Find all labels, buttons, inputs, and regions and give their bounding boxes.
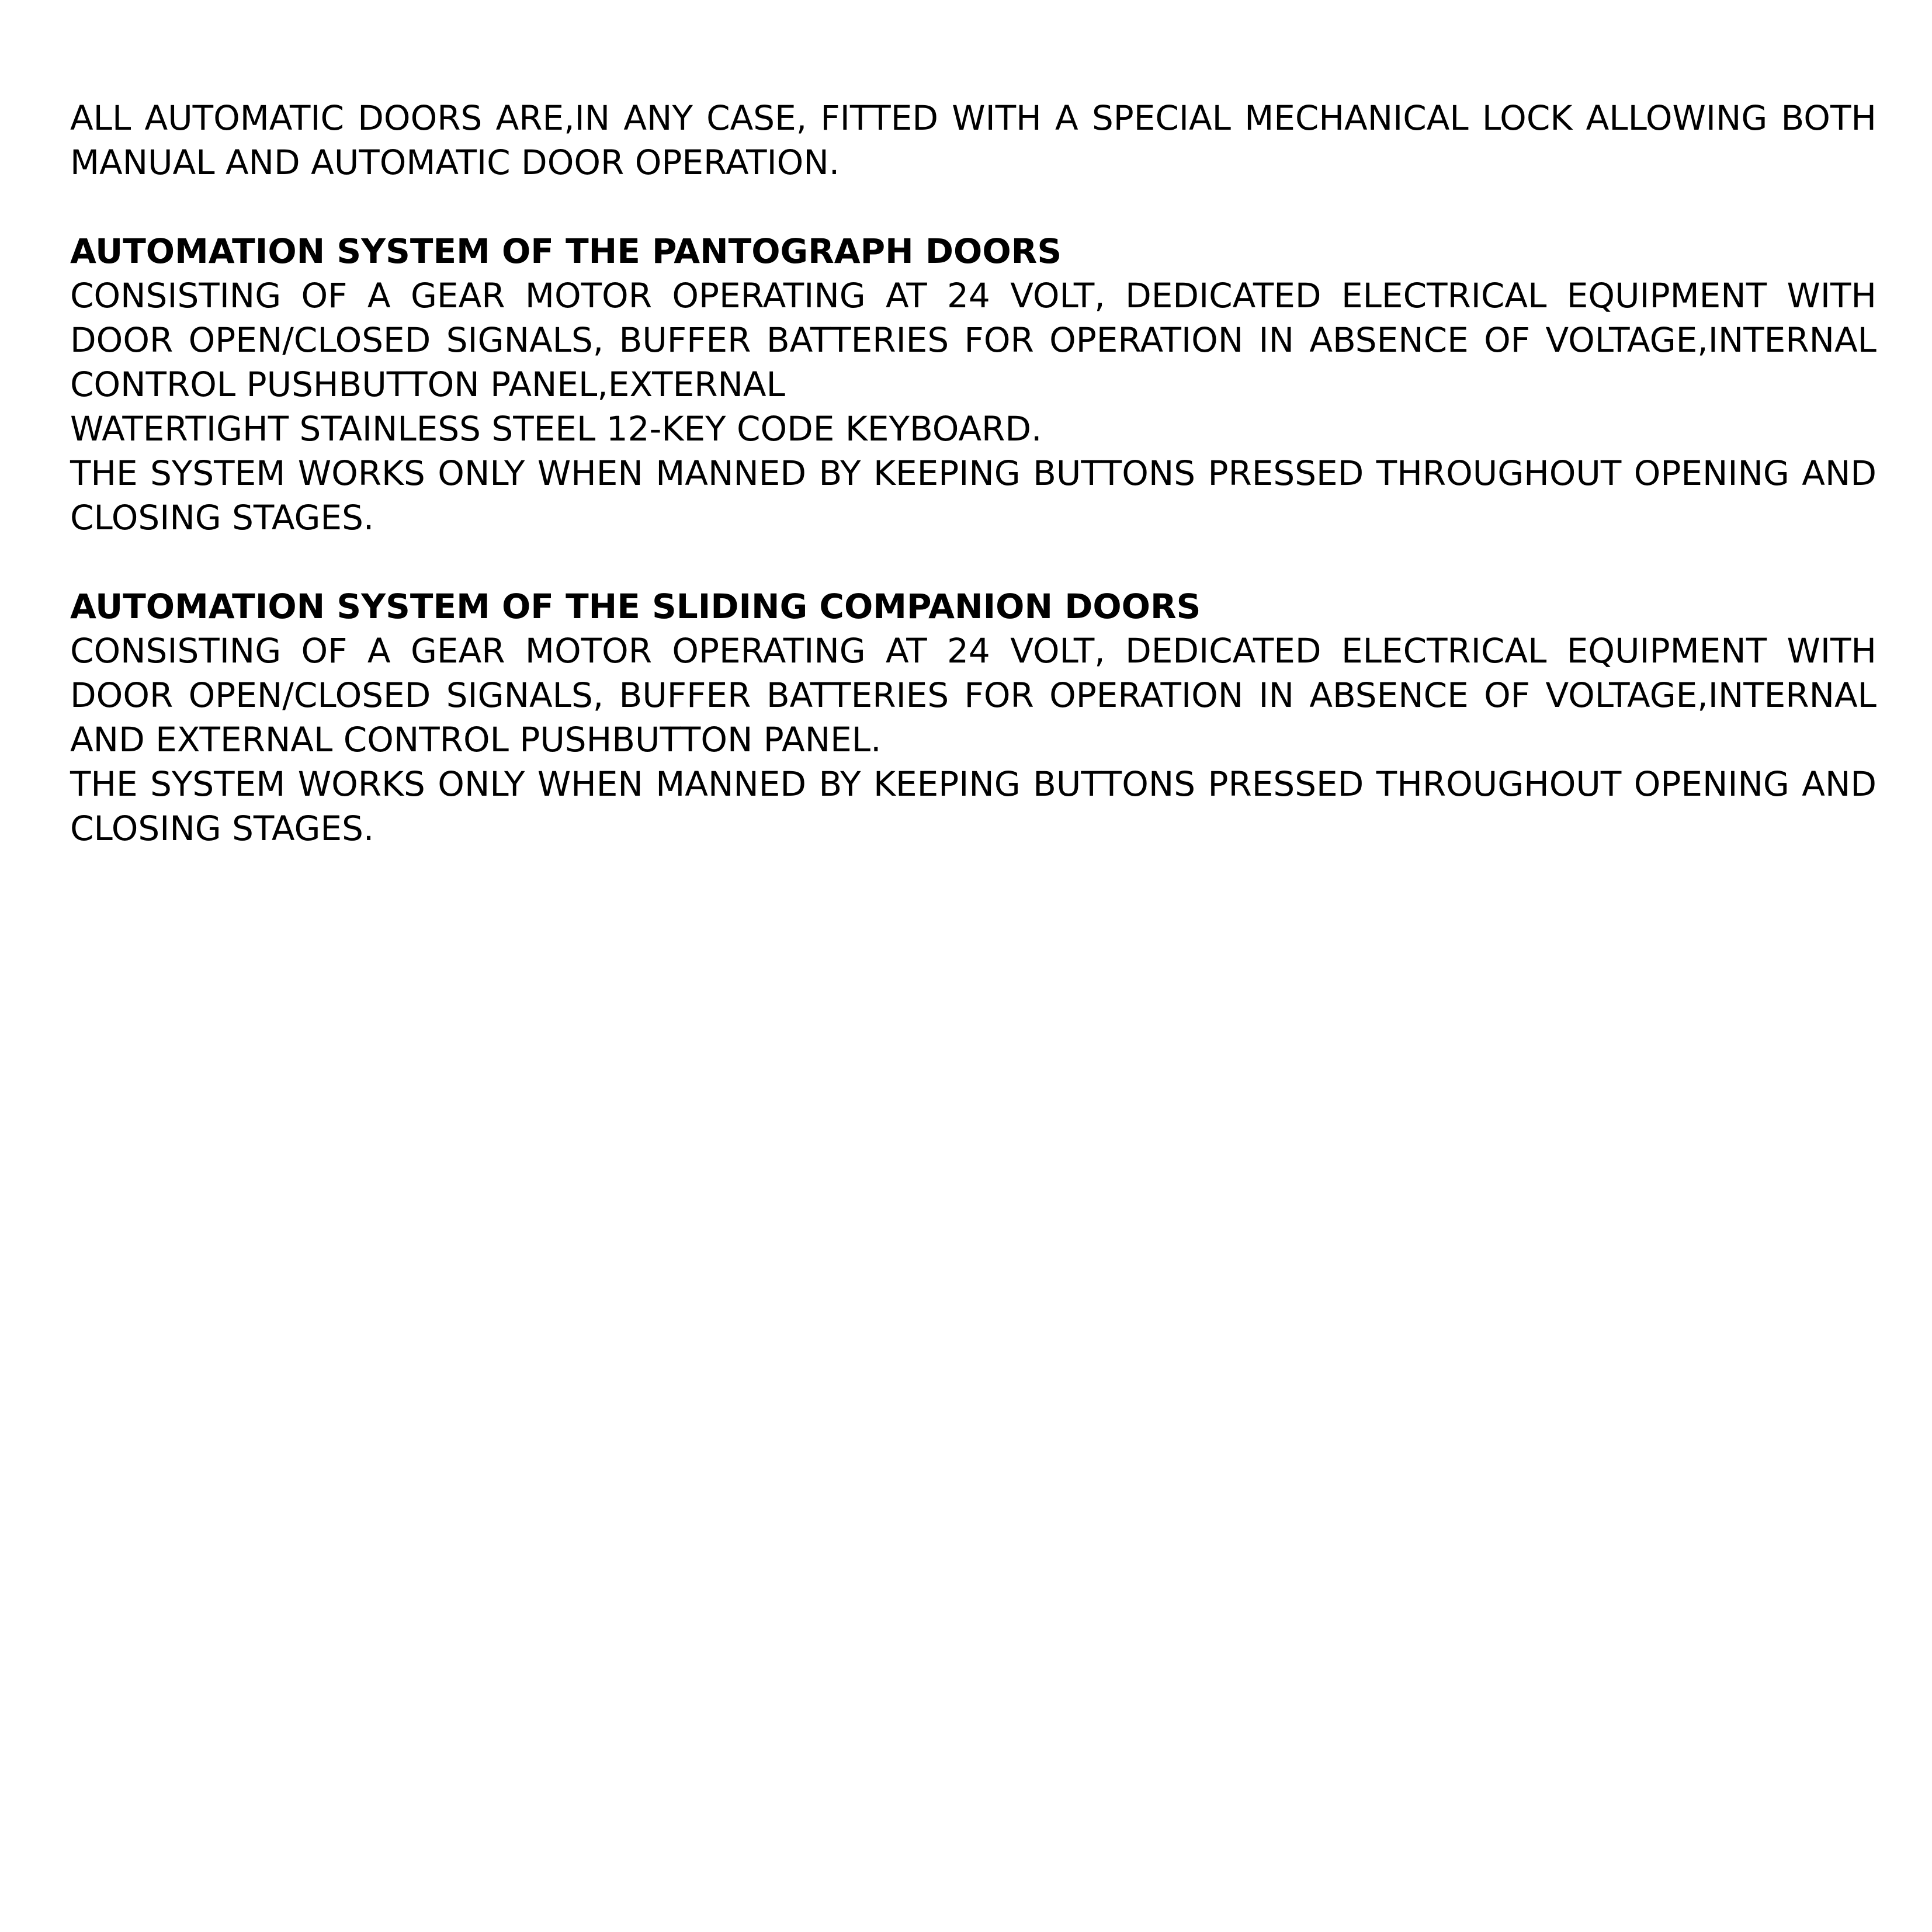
section-paragraph: WATERTIGHT STAINLESS STEEL 12-KEY CODE KEYBOARD.: [70, 409, 1042, 449]
section-spacer: [70, 185, 1876, 229]
section-paragraph: THE SYSTEM WORKS ONLY WHEN MANNED BY KEEPING BUTTONS PRESSED THROUGHOUT OPENING AND CLOSING STAGES.: [70, 764, 1876, 848]
section-spacer: [70, 540, 1876, 584]
section-heading: AUTOMATION SYSTEM OF THE SLIDING COMPANION DOORS: [70, 587, 1201, 626]
section-pantograph-doors: [70, 229, 1876, 540]
section-paragraph: CONSISTING OF A GEAR MOTOR OPERATING AT 24 VOLT, DEDICATED ELECTRICAL EQUIPMENT WITH DOOR OPEN/CLOSED SIGNALS, BUFFER BATTERIES FOR OPERATION IN ABSENCE OF VOLTAGE,INTERNAL AND EXTERNAL CONTROL PUSHBUTTON PANEL.: [70, 631, 1876, 759]
document-body: [70, 96, 1876, 851]
section-paragraph: CONSISTING OF A GEAR MOTOR OPERATING AT 24 VOLT, DEDICATED ELECTRICAL EQUIPMENT WITH DOOR OPEN/CLOSED SIGNALS, BUFFER BATTERIES FOR OPERATION IN ABSENCE OF VOLTAGE,INTERNAL CONTROL PUSHBUTTON PANEL,EXTERNAL: [70, 276, 1876, 404]
section-heading: AUTOMATION SYSTEM OF THE PANTOGRAPH DOORS: [70, 231, 1062, 271]
intro-paragraph: ALL AUTOMATIC DOORS ARE,IN ANY CASE, FITTED WITH A SPECIAL MECHANICAL LOCK ALLOWING BOTH MANUAL AND AUTOMATIC DOOR OPERATION.: [70, 98, 1876, 182]
section-sliding-companion-doors: [70, 584, 1876, 851]
section-paragraph: THE SYSTEM WORKS ONLY WHEN MANNED BY KEEPING BUTTONS PRESSED THROUGHOUT OPENING AND CLOSING STAGES.: [70, 453, 1876, 537]
